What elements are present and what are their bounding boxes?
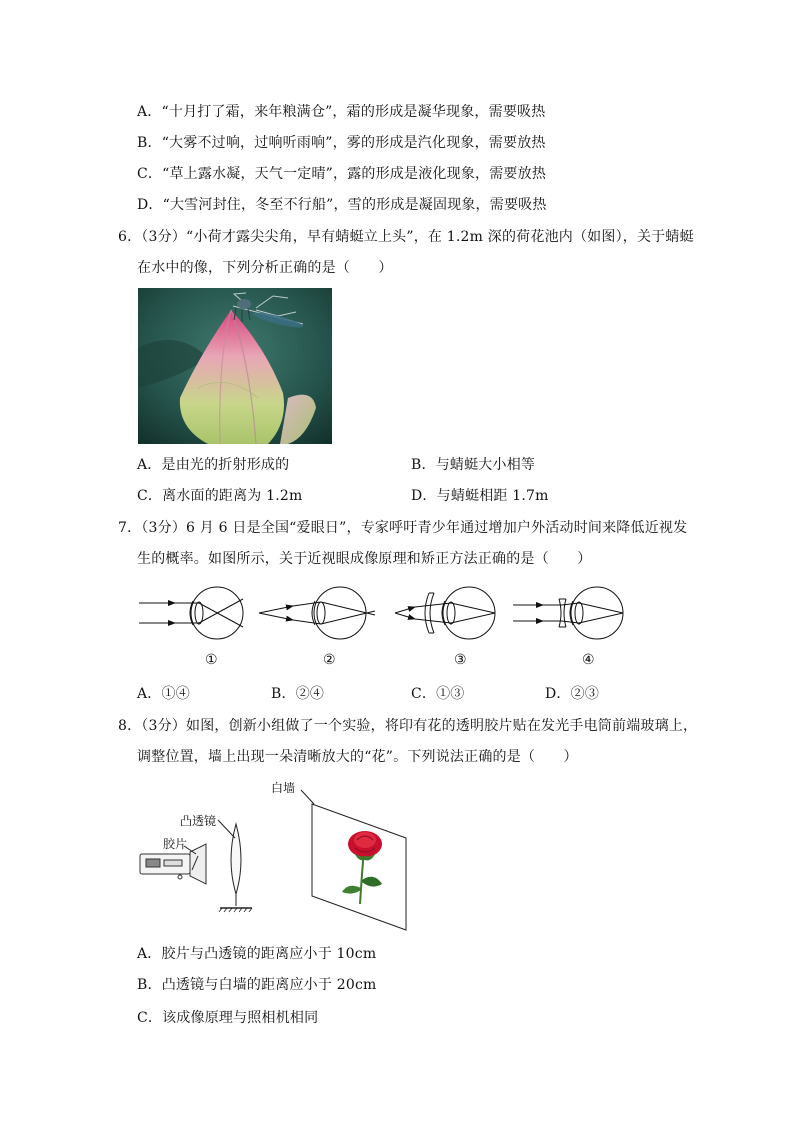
- q6-option-c: C．离水面的距离为 1.2m: [137, 488, 303, 504]
- eye-label-2: ②: [323, 652, 336, 668]
- q5-option-b: B．“大雾不过响，过响听雨响”，雾的形成是汽化现象，需要放热: [137, 135, 546, 151]
- q5-option-a: A．“十月打了霜，来年粮满仓”，霜的形成是凝华现象，需要吸热: [137, 104, 546, 120]
- q6-stem-line1: 6．（3分）“小荷才露尖尖角，早有蜻蜓立上头”，在 1.2m 深的荷花池内（如图），关于蜻蜓: [118, 229, 694, 245]
- lotus-dragonfly-photo: [138, 288, 332, 444]
- label-white-wall: 白墙: [271, 781, 296, 795]
- eye-diagram-2: [259, 587, 375, 639]
- eye-diagram-3: [395, 587, 495, 639]
- q5-option-d: D．“大雪河封住，冬至不行船”，雪的形成是凝固现象，需要吸热: [137, 197, 547, 213]
- q8-stem-line2: 调整位置，墙上出现一朵清晰放大的“花”。下列说法正确的是（ ）: [137, 749, 578, 765]
- q7-stem-line1: 7．（3分）6 月 6 日是全国“爱眼日”，专家呼吁青少年通过增加户外活动时间来降低近视发: [118, 520, 688, 536]
- q7-option-a: A．①④: [137, 686, 190, 702]
- q7-option-c: C．①③: [411, 686, 465, 702]
- q8-option-b: B．凸透镜与白墙的距离应小于 20cm: [137, 977, 377, 993]
- eye-label-3: ③: [454, 652, 467, 668]
- q6-option-a: A．是由光的折射形成的: [137, 457, 290, 473]
- q7-option-d: D．②③: [545, 686, 600, 702]
- q7-option-b: B．②④: [271, 686, 325, 702]
- label-convex-lens: 凸透镜: [180, 814, 217, 828]
- label-film: 胶片: [163, 837, 188, 851]
- q6-option-d: D．与蜻蜓相距 1.7m: [411, 488, 549, 504]
- q6-option-b: B．与蜻蜓大小相等: [411, 457, 536, 473]
- q5-option-c: C．“草上露水凝，天气一定晴”，露的形成是液化现象，需要放热: [137, 166, 547, 182]
- q8-stem-line1: 8．（3分）如图，创新小组做了一个实验，将印有花的透明胶片贴在发光手电筒前端玻璃上，: [118, 718, 698, 734]
- white-wall: [301, 790, 406, 930]
- q6-stem-line2: 在水中的像，下列分析正确的是（ ）: [137, 260, 393, 276]
- eye-diagrams: [135, 583, 635, 651]
- eye-diagram-1: [139, 587, 243, 639]
- q7-stem-line2: 生的概率。如图所示，关于近视眼成像原理和矫正方法正确的是（ ）: [137, 551, 592, 567]
- eye-diagram-4: [513, 587, 623, 639]
- projection-experiment-figure: [136, 776, 416, 936]
- q8-option-a: A．胶片与凸透镜的距离应小于 10cm: [137, 946, 377, 962]
- eye-label-1: ①: [205, 652, 218, 668]
- q8-option-c: C．该成像原理与照相机相同: [137, 1010, 319, 1026]
- eye-label-4: ④: [582, 652, 595, 668]
